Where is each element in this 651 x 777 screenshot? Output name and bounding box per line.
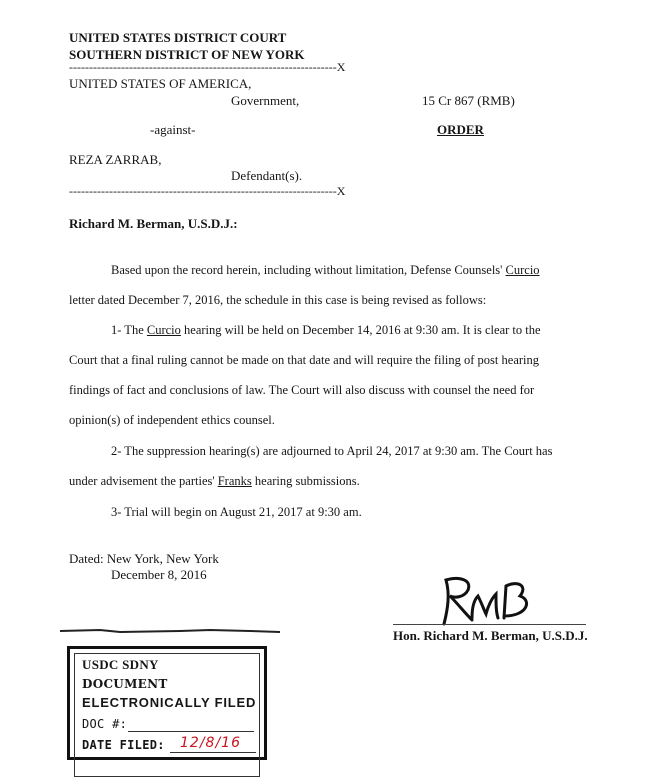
item-2-text: under advisement the parties' — [69, 474, 218, 488]
court-line-1: UNITED STATES DISTRICT COURT — [69, 30, 287, 45]
paragraph-1-line-2: letter dated December 7, 2016, the schedule in this case is being revised as follows: — [69, 293, 487, 307]
filing-stamp — [67, 646, 267, 760]
defendant-name: REZA ZARRAB, — [69, 152, 162, 167]
item-1-line-1 — [111, 323, 541, 338]
judge-signature-name: Hon. Richard M. Berman, U.S.D.J. — [393, 628, 588, 643]
versus-label: -against- — [150, 122, 196, 137]
curcio-term: Curcio — [505, 263, 540, 277]
item-1-line-2: Court that a final ruling cannot be made on that date and will require the filing of post hearing — [69, 353, 540, 367]
court-name — [69, 29, 305, 63]
stamp-doc-number-label: DOC #: — [82, 717, 128, 731]
caption-separator-bottom: -------------------------------------------------------------------X — [69, 184, 346, 198]
stamp-torn-edge — [60, 628, 280, 634]
document-title: ORDER — [437, 122, 484, 137]
paragraph-1-text: Based upon the record herein, including without limitation, Defense Counsels' — [111, 263, 506, 277]
defendant-role: Defendant(s). — [231, 168, 303, 183]
item-1-prefix: 1- The — [111, 323, 147, 337]
item-2-line-1: 2- The suppression hearing(s) are adjourned to April 24, 2017 at 9:30 am. The Court has — [111, 444, 553, 458]
date-filed-rule — [170, 752, 256, 753]
item-2-line-2 — [69, 474, 360, 489]
item-1-text: hearing will be held on December 14, 2016 at 9:30 am. It is clear to the — [180, 323, 541, 337]
stamp-electronically-filed: ELECTRONICALLY FILED — [82, 695, 257, 710]
plaintiff-name: UNITED STATES OF AMERICA, — [69, 76, 252, 91]
stamp-date-filed-handwritten: 12/8/16 — [180, 735, 241, 751]
paragraph-1-line-1 — [111, 263, 540, 278]
caption-separator-top: -------------------------------------------------------------------X — [69, 60, 346, 74]
item-2-suffix: hearing submissions. — [251, 474, 360, 488]
stamp-document: DOCUMENT — [82, 677, 168, 691]
item-1-line-4: opinion(s) of independent ethics counsel. — [69, 413, 275, 427]
dated-date: December 8, 2016 — [111, 567, 207, 582]
plaintiff-role: Government, — [231, 93, 300, 108]
judge-heading: Richard M. Berman, U.S.D.J.: — [69, 216, 238, 231]
item-1-line-3: findings of fact and conclusions of law. The Court will also discuss with counsel the need for — [69, 383, 535, 397]
doc-number-rule — [128, 731, 254, 732]
case-number: 15 Cr 867 (RMB) — [422, 93, 515, 108]
franks-term: Franks — [217, 474, 252, 488]
curcio-term: Curcio — [146, 323, 181, 337]
signature-initials — [438, 574, 530, 626]
court-line-2: SOUTHERN DISTRICT OF NEW YORK — [69, 47, 305, 62]
dated-location: Dated: New York, New York — [69, 551, 219, 566]
stamp-date-filed-label: DATE FILED: — [82, 738, 165, 752]
signature-line — [393, 624, 586, 625]
stamp-court: USDC SDNY — [82, 657, 159, 672]
item-3: 3- Trial will begin on August 21, 2017 at 9:30 am. — [111, 505, 362, 519]
